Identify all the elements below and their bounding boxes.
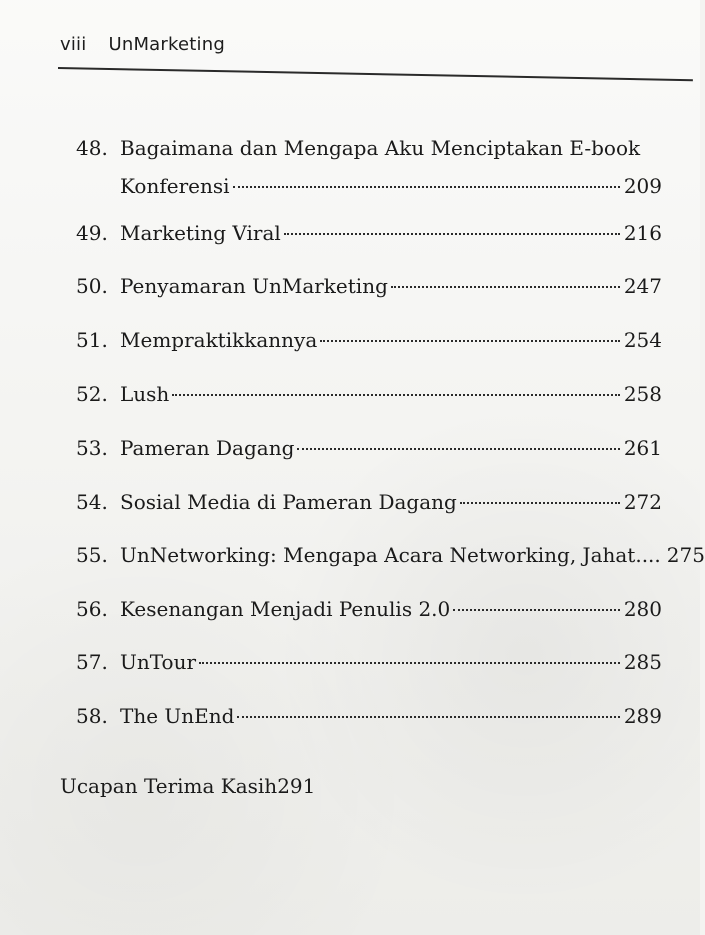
entry-page-number: 254 — [623, 328, 662, 352]
entry-title: Marketing Viral — [120, 221, 281, 245]
entry-line — [120, 434, 662, 462]
entry-title: Lush — [120, 382, 170, 406]
entry-line — [120, 595, 662, 623]
entry-title: Pameran Dagang — [120, 436, 295, 460]
entry-page-number: 209 — [623, 174, 662, 198]
entry-page-number: 280 — [623, 597, 662, 621]
entry-number: 50. — [76, 274, 108, 298]
entry-number: 54. — [76, 490, 108, 514]
entry-number: 57. — [76, 650, 108, 674]
entry-page-number: 247 — [623, 274, 662, 298]
entry-page-number: 216 — [623, 221, 662, 245]
entry-title: The UnEnd — [120, 704, 235, 728]
entry-number: 55. — [76, 543, 108, 567]
dot-leader — [199, 662, 620, 664]
entry-title-line-2 — [120, 172, 662, 200]
entry-number: 51. — [76, 328, 108, 352]
entry-number: 52. — [76, 382, 108, 406]
entry-line — [120, 648, 662, 676]
entry-page-number: 289 — [623, 704, 662, 728]
entry-line — [120, 380, 662, 408]
entry-number: 49. — [76, 221, 108, 245]
dot-leader — [284, 233, 620, 235]
entry-line — [60, 772, 662, 800]
entry-title: UnNetworking: Mengapa Acara Networking, Jahat.... — [120, 543, 661, 567]
book-title: UnMarketing — [108, 34, 225, 55]
entry-title-line-1: Bagaimana dan Mengapa Aku Menciptakan E-book — [120, 136, 641, 160]
entry-line — [120, 488, 662, 516]
entry-page-number: 275 — [666, 543, 705, 567]
entry-page-number: 258 — [623, 382, 662, 406]
dot-leader — [233, 186, 620, 188]
entry-line — [120, 219, 662, 247]
dot-leader — [237, 716, 619, 718]
dot-leader — [297, 448, 619, 450]
entry-page-number: 261 — [623, 436, 662, 460]
dot-leader — [172, 394, 620, 396]
entry-line — [120, 702, 662, 730]
entry-title: Sosial Media di Pameran Dagang — [120, 490, 457, 514]
entry-number: 58. — [76, 704, 108, 728]
entry-title: Ucapan Terima Kasih — [60, 774, 278, 798]
entry-number: 56. — [76, 597, 108, 621]
dot-leader — [460, 502, 620, 504]
dot-leader — [453, 609, 620, 611]
entry-title: Penyamaran UnMarketing — [120, 274, 388, 298]
dot-leader — [320, 340, 620, 342]
entry-number: 48. — [76, 136, 108, 160]
entry-title: Mempraktikkannya — [120, 328, 318, 352]
header-rule — [58, 67, 693, 81]
entry-title: Kesenangan Menjadi Penulis 2.0 — [120, 597, 451, 621]
entry-page-number: 285 — [623, 650, 662, 674]
entry-page-number: 291 — [277, 774, 316, 798]
entry-line — [120, 272, 662, 300]
entry-page-number: 272 — [623, 490, 662, 514]
entry-line — [120, 326, 662, 354]
entry-title-continuation: Konferensi — [120, 174, 230, 198]
entry-number: 53. — [76, 436, 108, 460]
running-head — [60, 34, 225, 60]
entry-title: UnTour — [120, 650, 197, 674]
dot-leader — [391, 286, 620, 288]
entry-line — [120, 541, 705, 569]
page-label: viii — [60, 34, 87, 55]
